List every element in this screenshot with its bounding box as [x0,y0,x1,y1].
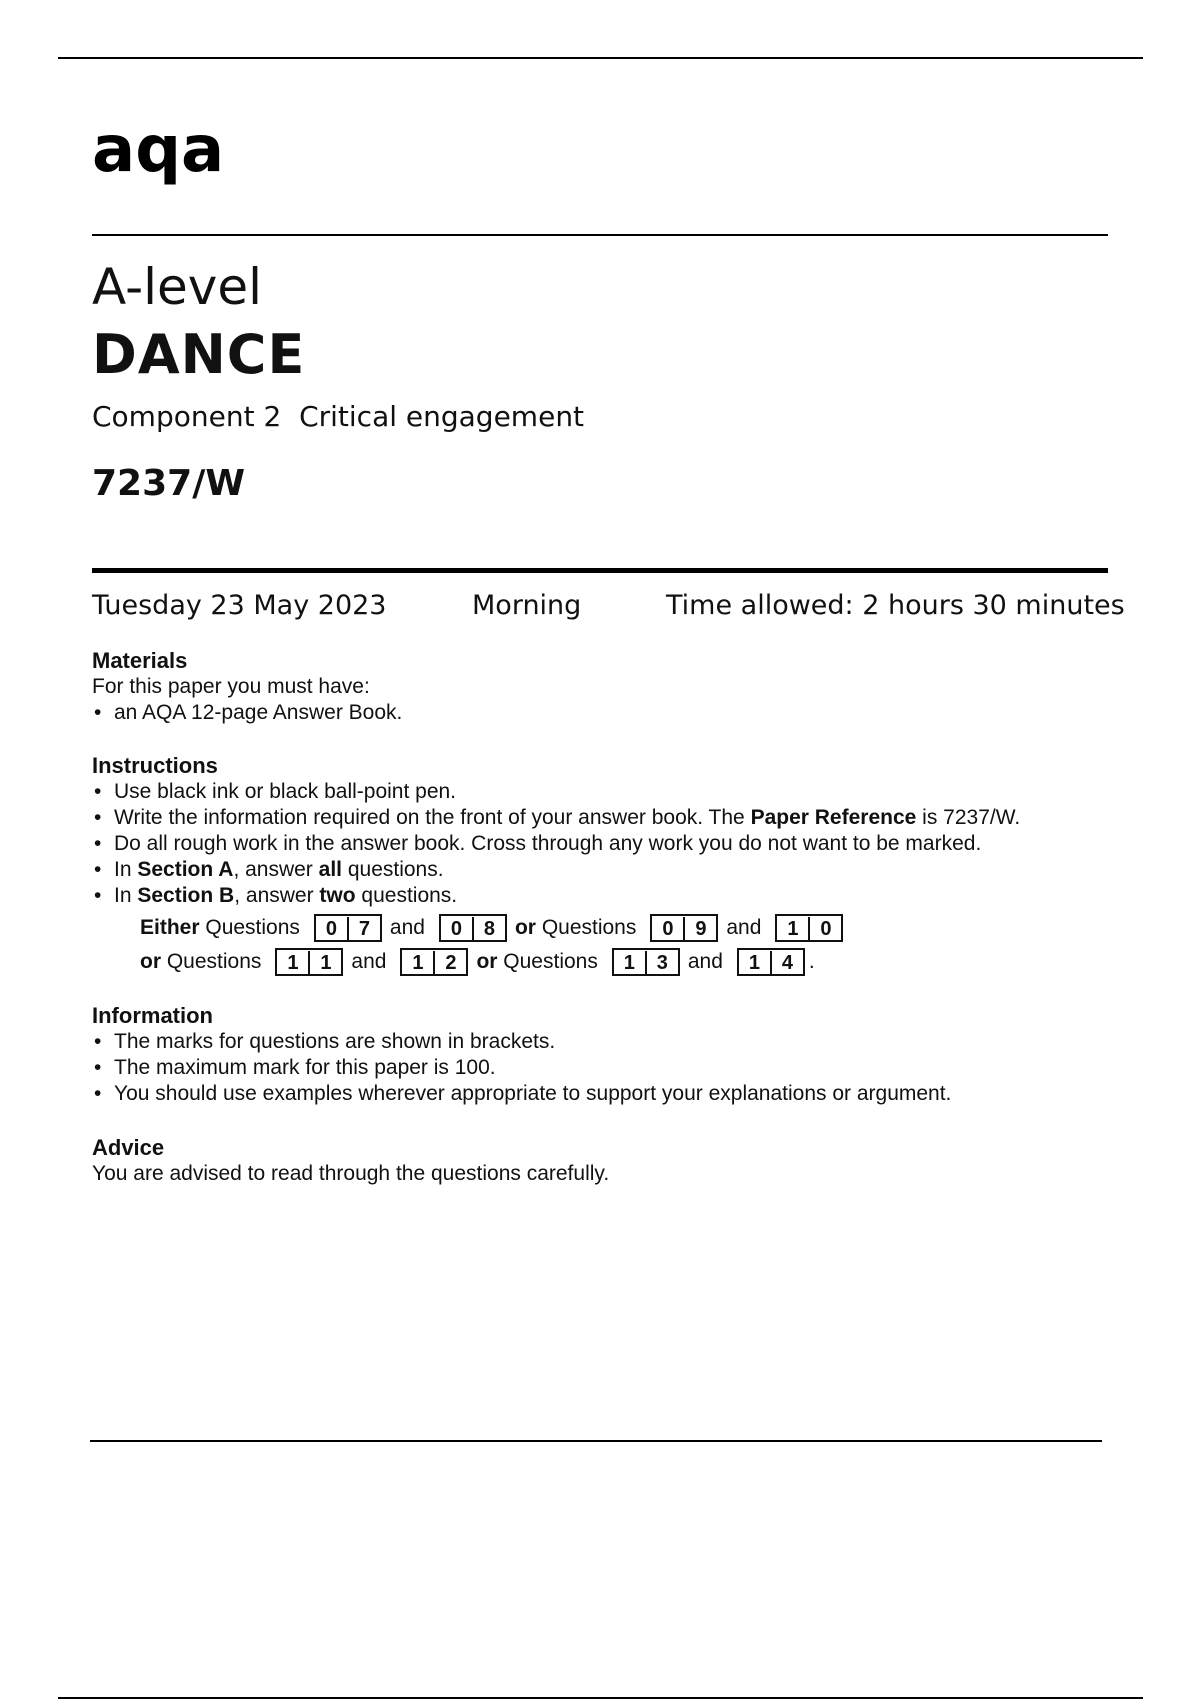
exam-session: Morning [472,590,582,621]
instructions-section [92,753,1112,979]
title-rule [92,568,1108,573]
question-number-box: 0 9 [650,914,718,942]
information-heading: Information [92,1003,213,1028]
information-item: • You should use examples wherever appropriate to support your explanations or argument. [92,1081,1112,1107]
footer-rule [90,1440,1102,1442]
instruction-item: • In Section A, answer all questions. [92,857,1112,883]
advice-heading: Advice [92,1135,165,1160]
instructions-list [92,779,1112,909]
question-number-box: 1 0 [775,914,843,942]
question-number-box: 1 2 [400,948,468,976]
information-item: • The marks for questions are shown in brackets. [92,1029,1112,1055]
question-choice-line-2: or Questions 1 1 and 1 2 or Questions 1 3 and 1 4 . [140,950,815,974]
paper-reference-label: Paper Reference [750,806,917,829]
materials-list [92,700,1112,726]
either-label: Either [140,916,200,939]
advice-section [92,1135,1112,1187]
question-number-box: 0 8 [439,914,507,942]
instruction-item: • Do all rough work in the answer book. Cross through any work you do not want to be marked. [92,831,1112,857]
question-number-box: 1 1 [275,948,343,976]
information-section [92,1003,1112,1107]
logo-rule [92,234,1108,236]
component-title: Component 2 Critical engagement [92,400,585,433]
materials-heading: Materials [92,648,188,673]
qualification-level: A-level [92,258,263,316]
question-number-box: 0 7 [314,914,382,942]
instruction-item: • Use black ink or black ball-point pen. [92,779,1112,805]
top-rule [58,57,1143,59]
subject-title: DANCE [92,323,306,386]
paper-code: 7237/W [92,463,246,504]
instructions-heading: Instructions [92,753,218,778]
exam-date: Tuesday 23 May 2023 [92,590,387,621]
instruction-item: • Write the information required on the front of your answer book. The Paper Reference is 7237/W. [92,805,1112,831]
question-number-box: 1 3 [612,948,680,976]
bottom-rule [58,1697,1143,1699]
instruction-item: • In Section B, answer two questions. [92,883,1112,909]
advice-text: You are advised to read through the questions carefully. [92,1162,610,1185]
information-list [92,1029,1112,1107]
materials-section [92,648,1112,726]
materials-item: • an AQA 12-page Answer Book. [92,700,1112,726]
information-item: • The maximum mark for this paper is 100. [92,1055,1112,1081]
materials-intro: For this paper you must have: [92,675,370,698]
time-allowed: Time allowed: 2 hours 30 minutes [666,590,1125,621]
aqa-logo: aqa [92,113,225,187]
question-choice-line-1: Either Questions 0 7 and 0 8 or Questions 0 9 and 1 0 [140,911,1112,945]
question-number-box: 1 4 [737,948,805,976]
